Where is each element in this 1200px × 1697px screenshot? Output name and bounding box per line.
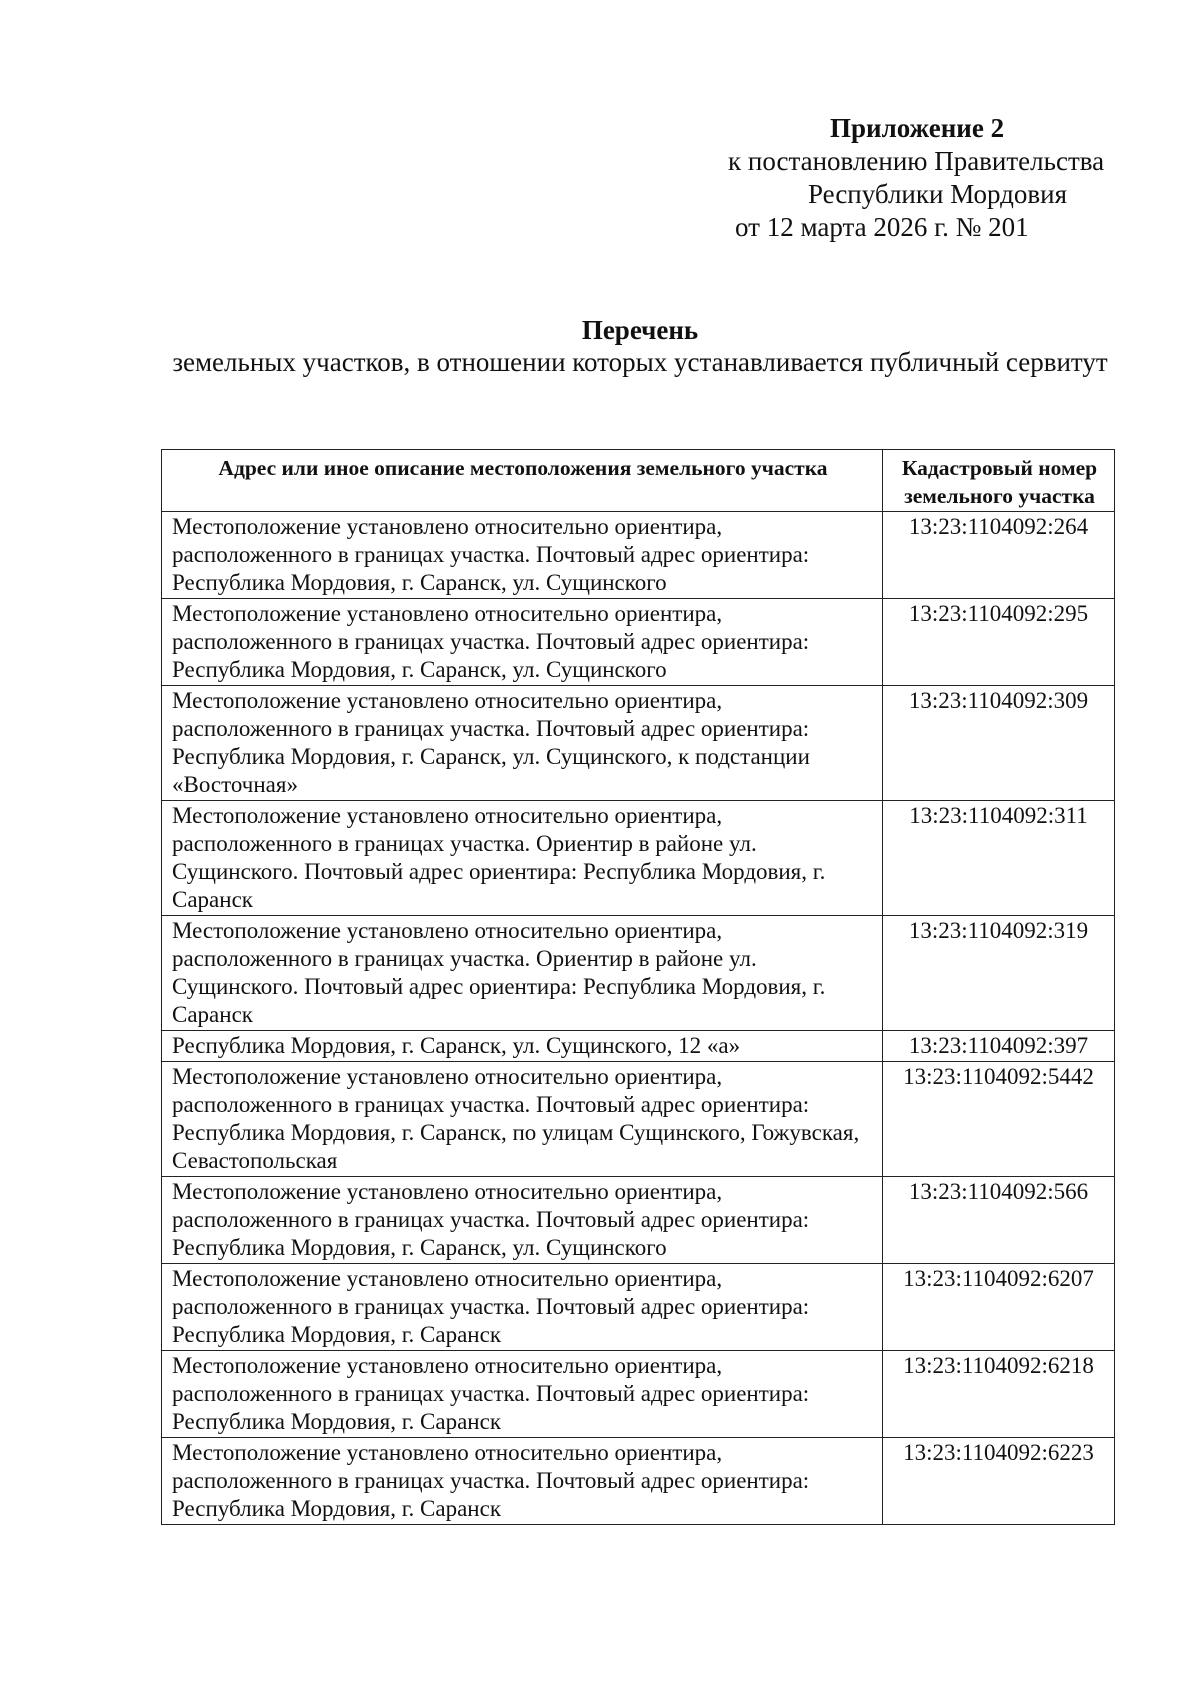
cell-cadastral-number: 13:23:1104092:397 xyxy=(883,1031,1115,1062)
header-cadastral-number: Кадастровый номер земельного участка xyxy=(883,450,1115,512)
cell-address: Местоположение установлено относительно ориентира, расположенного в границах участка. Почтовый адрес ориентира: Республика Мордовия, г. Саранск, ул. Сущинского xyxy=(162,512,883,599)
table-row xyxy=(162,1031,1115,1062)
cell-cadastral-number: 13:23:1104092:311 xyxy=(883,801,1115,916)
cell-cadastral-number: 13:23:1104092:6223 xyxy=(883,1438,1115,1525)
cell-address: Местоположение установлено относительно ориентира, расположенного в границах участка. Почтовый адрес ориентира: Республика Мордовия, г. Саранск xyxy=(162,1264,883,1351)
header-address: Адрес или иное описание местоположения земельного участка xyxy=(162,450,883,512)
cell-address: Местоположение установлено относительно ориентира, расположенного в границах участка. Почтовый адрес ориентира: Республика Мордовия, г. Саранск, ул. Сущинского xyxy=(162,1177,883,1264)
cell-cadastral-number: 13:23:1104092:566 xyxy=(883,1177,1115,1264)
cell-cadastral-number: 13:23:1104092:319 xyxy=(883,916,1115,1031)
cell-cadastral-number: 13:23:1104092:264 xyxy=(883,512,1115,599)
table-row xyxy=(162,1264,1115,1351)
table-row xyxy=(162,512,1115,599)
table-row xyxy=(162,1177,1115,1264)
table-row xyxy=(162,801,1115,916)
table-header-row xyxy=(162,450,1115,512)
cell-address: Местоположение установлено относительно ориентира, расположенного в границах участка. Почтовый адрес ориентира: Республика Мордовия, г. Саранск, ул. Сущинского xyxy=(162,599,883,686)
appendix-title: Приложение 2 xyxy=(830,113,1005,143)
appendix-republic-line: Республики Мордовия xyxy=(808,179,1068,209)
appendix-date-line: от 12 марта 2026 г. № 201 xyxy=(735,212,1029,242)
cell-cadastral-number: 13:23:1104092:6207 xyxy=(883,1264,1115,1351)
table-row xyxy=(162,1351,1115,1438)
table-row xyxy=(162,686,1115,801)
cell-cadastral-number: 13:23:1104092:5442 xyxy=(883,1062,1115,1177)
land-plots-table xyxy=(161,449,1115,1525)
table-row xyxy=(162,916,1115,1031)
cell-cadastral-number: 13:23:1104092:6218 xyxy=(883,1351,1115,1438)
appendix-resolution-line: к постановлению Правительства xyxy=(728,146,1105,176)
cell-cadastral-number: 13:23:1104092:309 xyxy=(883,686,1115,801)
cell-address: Местоположение установлено относительно ориентира, расположенного в границах участка. Ориентир в районе ул. Сущинского. Почтовый адрес ориентира: Республика Мордовия, г. Саранск xyxy=(162,916,883,1031)
document-title: Перечень xyxy=(581,315,699,345)
table-row xyxy=(162,1062,1115,1177)
document-subtitle: земельных участков, в отношении которых устанавливается публичный сервитут xyxy=(172,347,1108,377)
cell-address: Местоположение установлено относительно ориентира, расположенного в границах участка. Ориентир в районе ул. Сущинского. Почтовый адрес ориентира: Республика Мордовия, г. Саранск xyxy=(162,801,883,916)
cell-address: Местоположение установлено относительно ориентира, расположенного в границах участка. Почтовый адрес ориентира: Республика Мордовия, г. Саранск xyxy=(162,1351,883,1438)
cell-address: Местоположение установлено относительно ориентира, расположенного в границах участка. Почтовый адрес ориентира: Республика Мордовия, г. Саранск, ул. Сущинского, к подстанции «Восточная» xyxy=(162,686,883,801)
cell-address: Республика Мордовия, г. Саранск, ул. Сущинского, 12 «а» xyxy=(162,1031,883,1062)
cell-cadastral-number: 13:23:1104092:295 xyxy=(883,599,1115,686)
document-heading xyxy=(160,314,1120,378)
cell-address: Местоположение установлено относительно ориентира, расположенного в границах участка. Почтовый адрес ориентира: Республика Мордовия, г. Саранск xyxy=(162,1438,883,1525)
appendix-header xyxy=(720,112,1140,244)
table-row xyxy=(162,1438,1115,1525)
cell-address: Местоположение установлено относительно ориентира, расположенного в границах участка. Почтовый адрес ориентира: Республика Мордовия, г. Саранск, по улицам Сущинского, Гожувская, Севастопольская xyxy=(162,1062,883,1177)
table-row xyxy=(162,599,1115,686)
